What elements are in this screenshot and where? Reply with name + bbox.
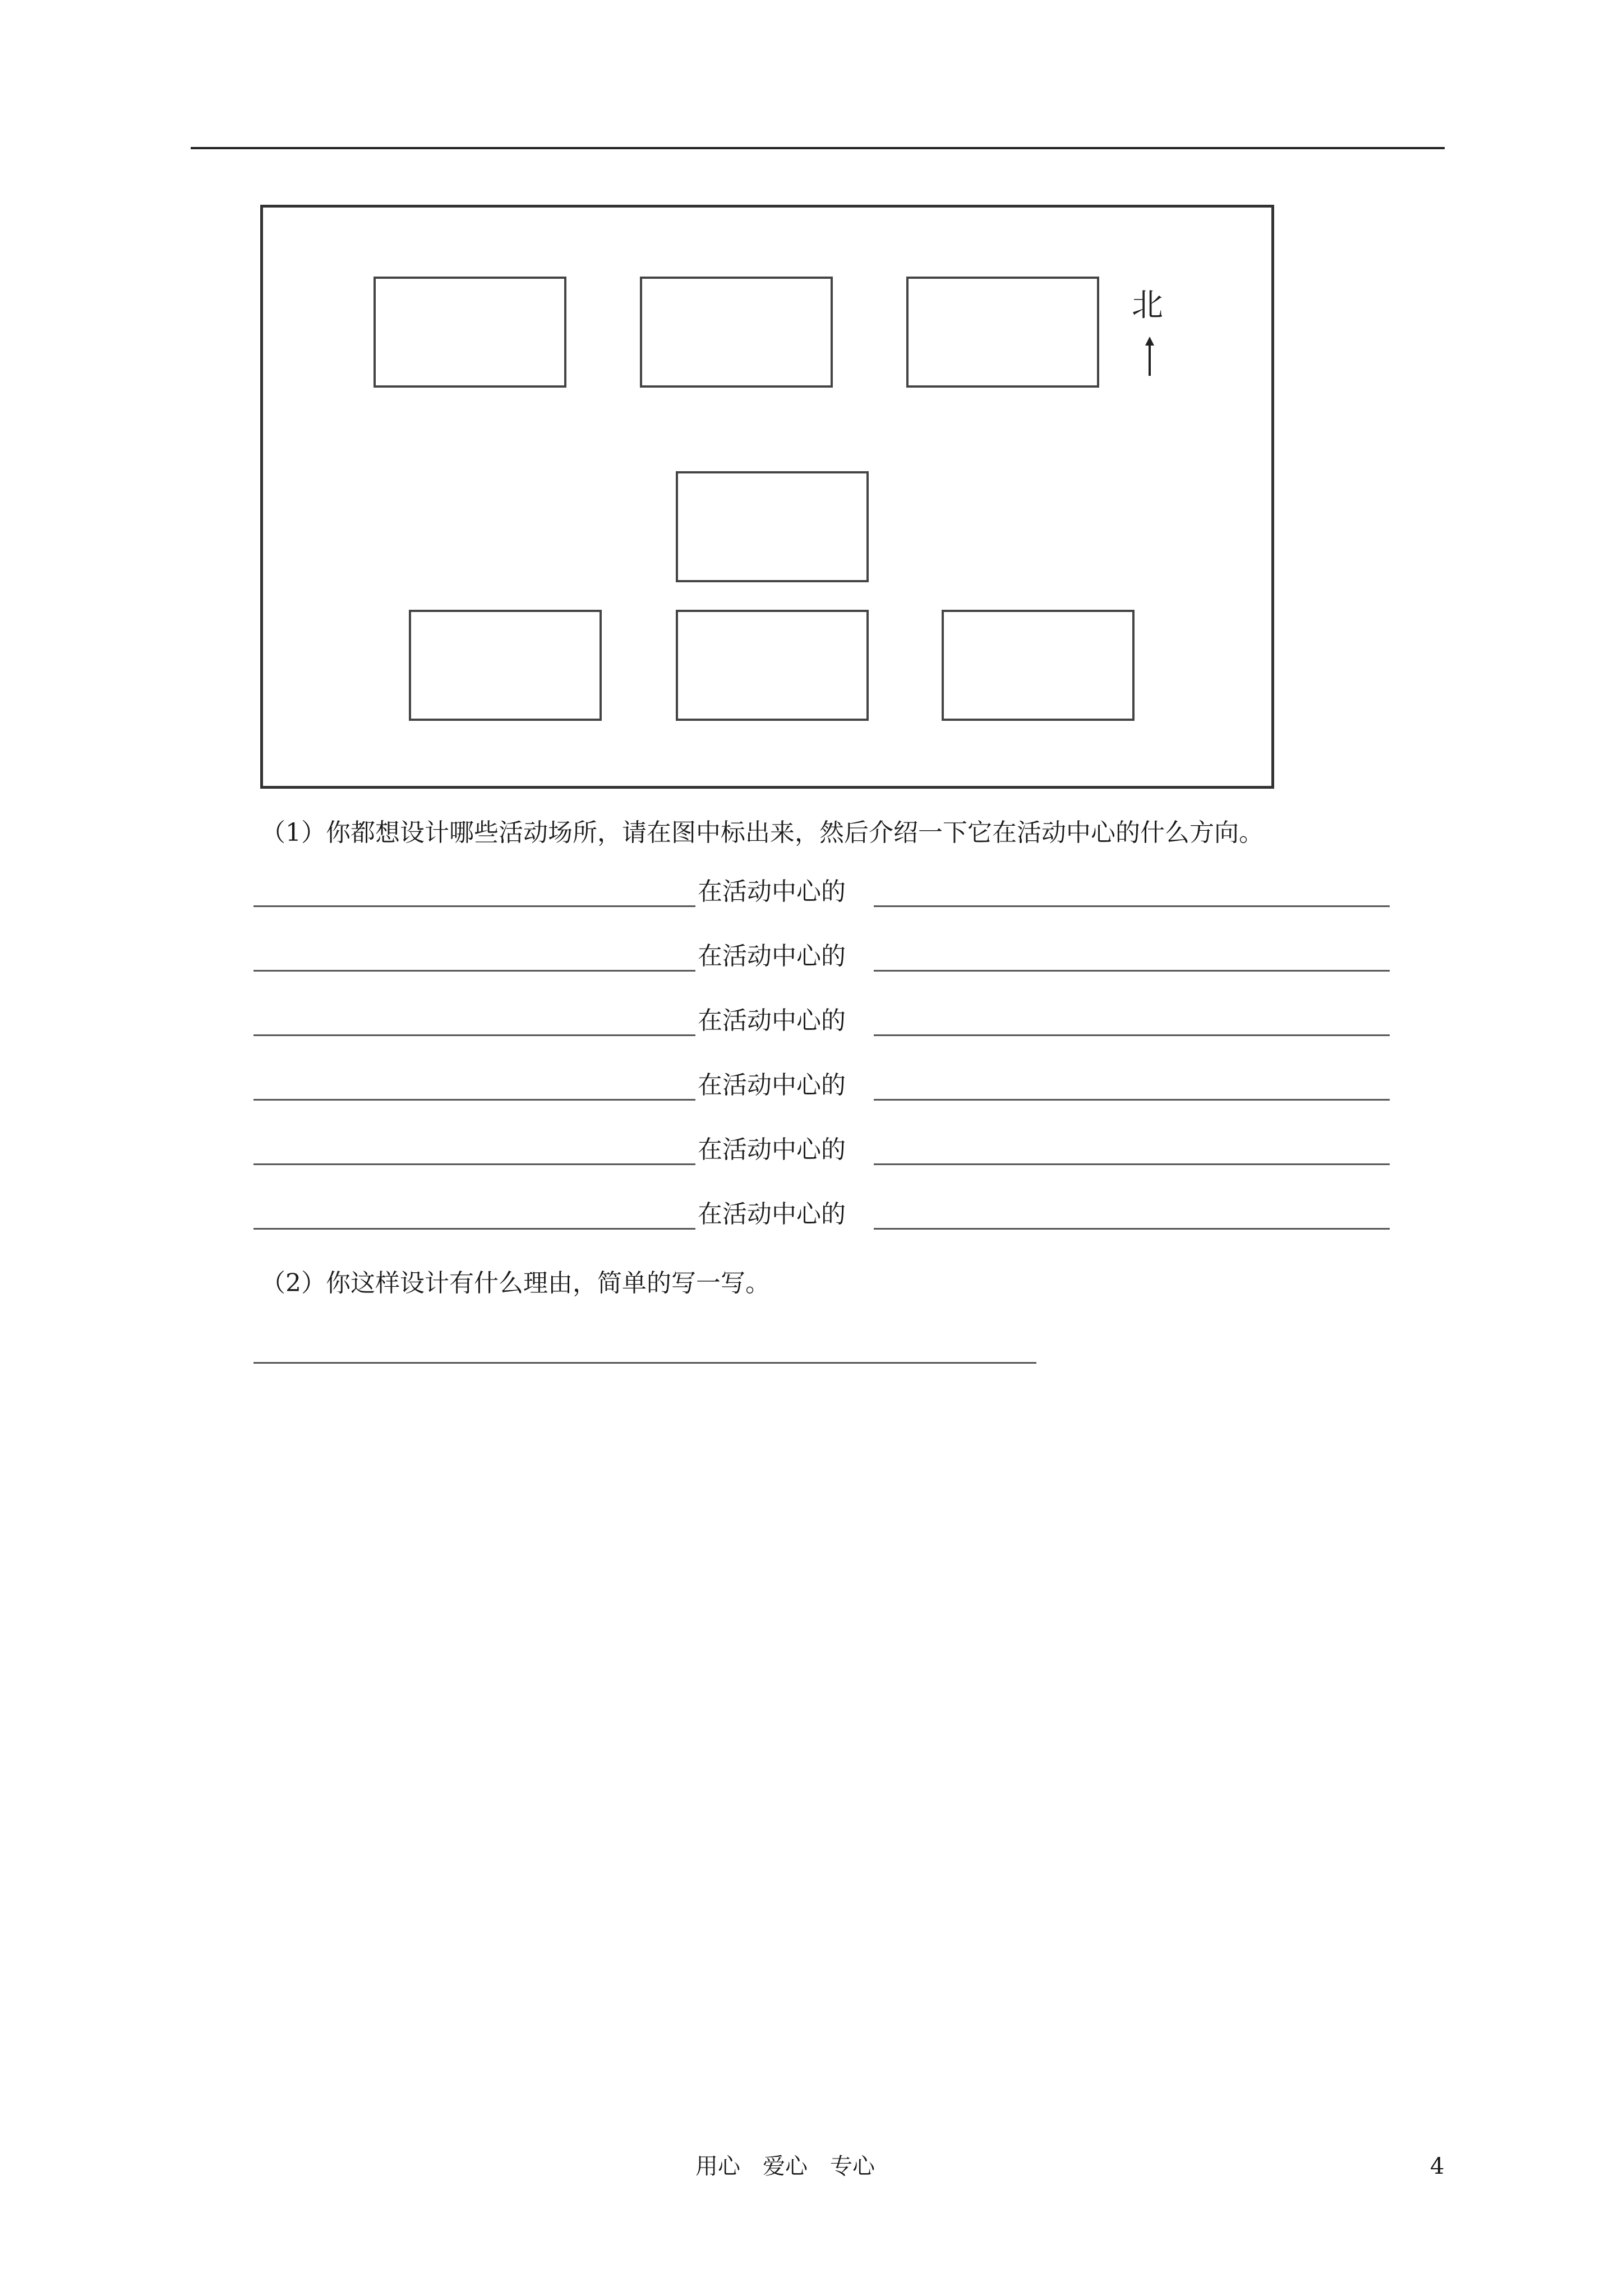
map-room-top-right[interactable] (906, 277, 1099, 388)
activity-center-map (260, 205, 1274, 789)
answer-mid-text: 在活动中心的 (698, 1135, 846, 1164)
answer-blank-place[interactable] (253, 905, 695, 907)
north-arrow-icon (1144, 337, 1155, 377)
map-room-bottom-left[interactable] (409, 610, 602, 721)
answer-mid-text: 在活动中心的 (698, 942, 846, 970)
answer-mid-text: 在活动中心的 (698, 1200, 846, 1228)
answer-mid-text: 在活动中心的 (698, 1071, 846, 1099)
map-room-bottom-right[interactable] (942, 610, 1135, 721)
answer-blank-direction[interactable] (874, 1228, 1390, 1230)
answer-mid-text: 在活动中心的 (698, 877, 846, 906)
map-room-center[interactable] (676, 471, 869, 582)
answer-blank-place[interactable] (253, 1163, 695, 1165)
footer-motto: 用心 爱心 专心 (695, 2154, 875, 2179)
answer-blank-place[interactable] (253, 1228, 695, 1230)
answer-blank-direction[interactable] (874, 1034, 1390, 1036)
answer-blank-place[interactable] (253, 970, 695, 972)
answer-blank-direction[interactable] (874, 1163, 1390, 1165)
map-room-top-left[interactable] (374, 277, 566, 388)
answer-mid-text: 在活动中心的 (698, 1006, 846, 1035)
answer-blank-direction[interactable] (874, 905, 1390, 907)
map-room-bottom-center[interactable] (676, 610, 869, 721)
answer-blank-place[interactable] (253, 1099, 695, 1101)
map-room-top-center[interactable] (640, 277, 833, 388)
north-label: 北 (1132, 287, 1163, 324)
answer-blank-direction[interactable] (874, 1099, 1390, 1101)
question-2: （2）你这样设计有什么理由，简单的写一写。 (261, 1269, 770, 1297)
answer-blank-place[interactable] (253, 1034, 695, 1036)
answer-blank-direction[interactable] (874, 970, 1390, 972)
page-number: 4 (1430, 2154, 1445, 2179)
question-1: （1）你都想设计哪些活动场所，请在图中标出来，然后介绍一下它在活动中心的什么方向。 (261, 818, 1264, 847)
header-rule (191, 147, 1445, 149)
reason-answer-line[interactable] (253, 1362, 1036, 1364)
